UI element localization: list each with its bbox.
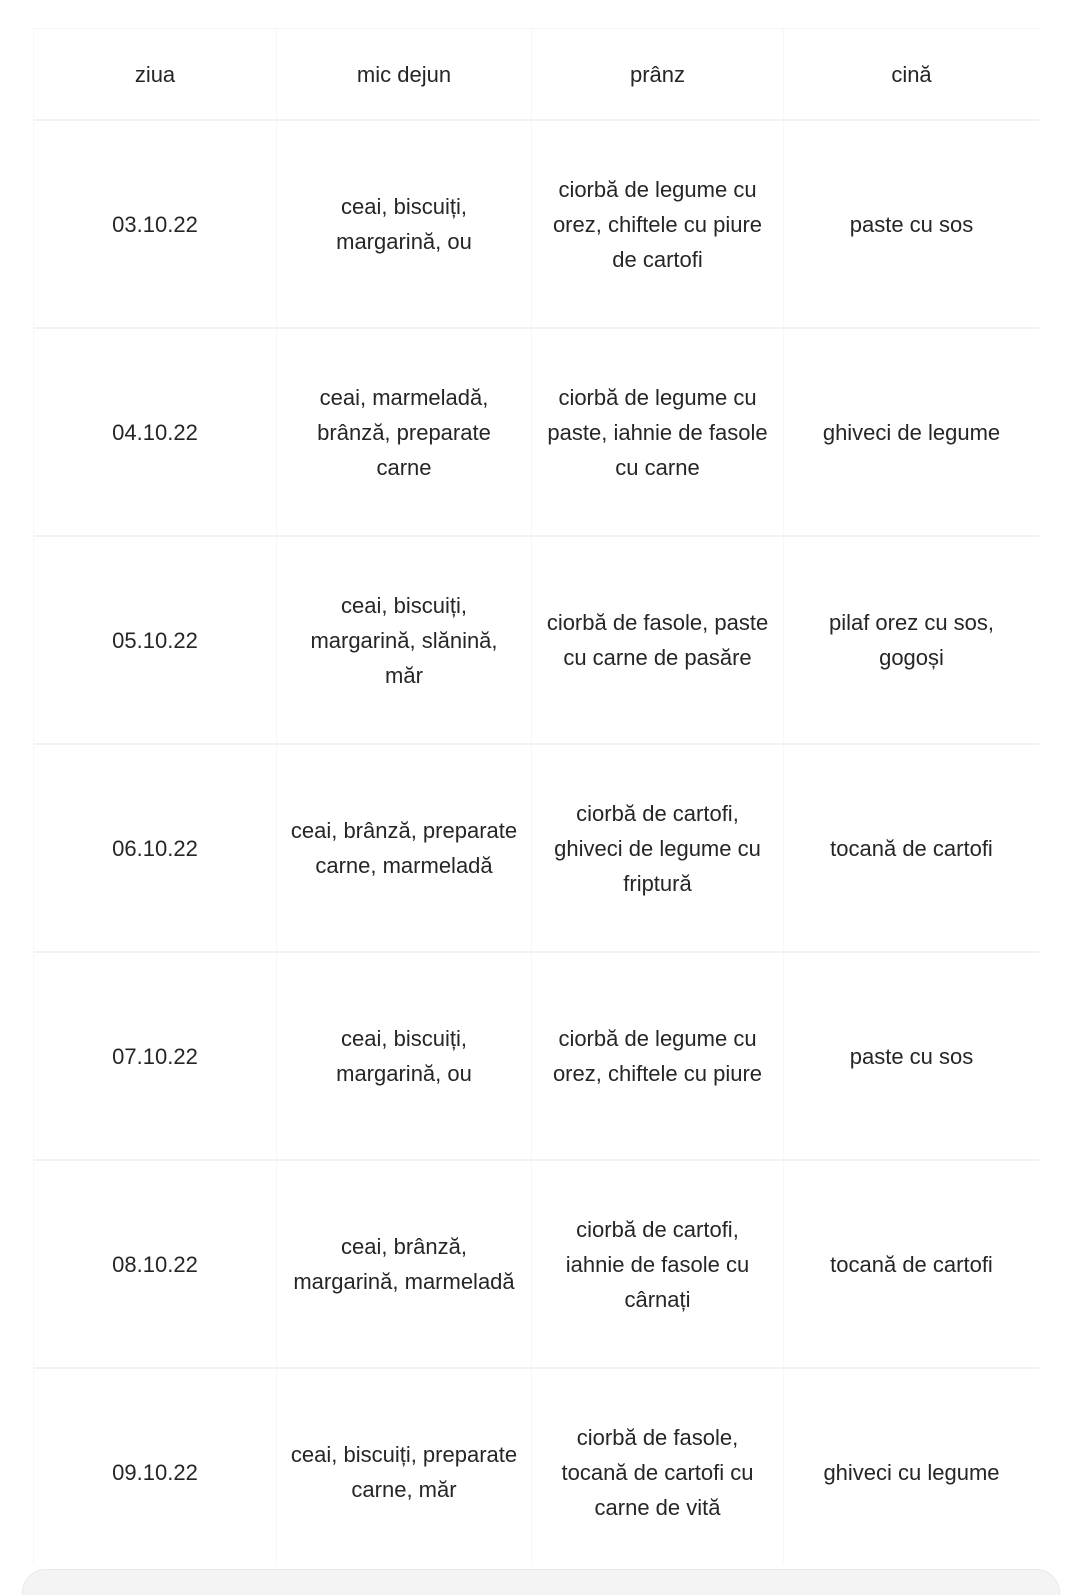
header-dinner: cină — [784, 29, 1040, 121]
header-breakfast: mic dejun — [277, 29, 532, 121]
cell-dinner: pilaf orez cu sos, gogoși — [784, 536, 1040, 744]
cell-lunch: ciorbă de fasole, paste cu carne de pasăre — [532, 536, 784, 744]
cell-day: 04.10.22 — [34, 328, 277, 536]
cell-dinner: ghiveci de legume — [784, 328, 1040, 536]
cell-breakfast: ceai, marmeladă, brânză, preparate carne — [277, 328, 532, 536]
cell-dinner: tocană de cartofi — [784, 1160, 1040, 1368]
cell-breakfast: ceai, biscuiți, preparate carne, măr — [277, 1368, 532, 1563]
cell-dinner: paste cu sos — [784, 952, 1040, 1160]
cell-lunch: ciorbă de fasole, tocană de cartofi cu carne de vită — [532, 1368, 784, 1563]
cell-lunch: ciorbă de cartofi, iahnie de fasole cu cârnați — [532, 1160, 784, 1368]
cell-day: 09.10.22 — [34, 1368, 277, 1563]
table-row — [34, 328, 1040, 536]
cell-dinner: tocană de cartofi — [784, 744, 1040, 952]
cell-breakfast: ceai, biscuiți, margarină, ou — [277, 120, 532, 328]
header-lunch: prânz — [532, 29, 784, 121]
cell-day: 06.10.22 — [34, 744, 277, 952]
menu-table — [33, 28, 1039, 1563]
cell-day: 08.10.22 — [34, 1160, 277, 1368]
table-row — [34, 1368, 1040, 1563]
cell-breakfast: ceai, brânză, margarină, marmeladă — [277, 1160, 532, 1368]
cell-dinner: ghiveci cu legume — [784, 1368, 1040, 1563]
table-row — [34, 120, 1040, 328]
table-header-row — [34, 29, 1040, 121]
cell-day: 03.10.22 — [34, 120, 277, 328]
cell-breakfast: ceai, brânză, preparate carne, marmeladă — [277, 744, 532, 952]
cell-breakfast: ceai, biscuiți, margarină, ou — [277, 952, 532, 1160]
table-row — [34, 536, 1040, 744]
cell-lunch: ciorbă de legume cu paste, iahnie de fasole cu carne — [532, 328, 784, 536]
cell-breakfast: ceai, biscuiți, margarină, slănină, măr — [277, 536, 532, 744]
cell-lunch: ciorbă de legume cu orez, chiftele cu piure de cartofi — [532, 120, 784, 328]
table-row — [34, 744, 1040, 952]
cell-dinner: paste cu sos — [784, 120, 1040, 328]
cell-lunch: ciorbă de legume cu orez, chiftele cu piure — [532, 952, 784, 1160]
bottom-bar — [22, 1569, 1060, 1595]
cell-day: 07.10.22 — [34, 952, 277, 1160]
header-day: ziua — [34, 29, 277, 121]
menu-table-container[interactable] — [33, 28, 1039, 1563]
cell-lunch: ciorbă de cartofi, ghiveci de legume cu friptură — [532, 744, 784, 952]
cell-day: 05.10.22 — [34, 536, 277, 744]
table-row — [34, 1160, 1040, 1368]
table-row — [34, 952, 1040, 1160]
